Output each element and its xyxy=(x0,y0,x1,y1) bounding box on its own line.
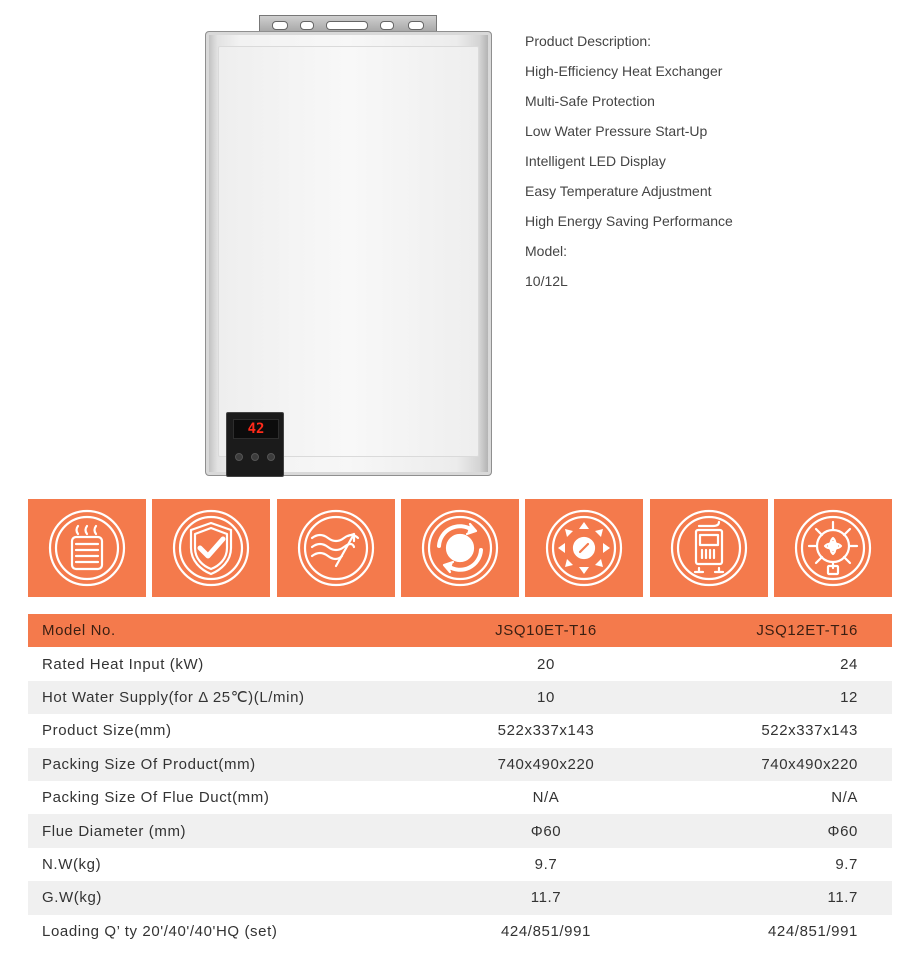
row-value: 9.7 xyxy=(650,848,892,881)
row-value: 9.7 xyxy=(442,848,650,881)
row-value: 424/851/991 xyxy=(442,915,650,948)
feature-tile xyxy=(277,499,395,597)
row-label: Loading Q’ ty 20'/40'/40'HQ (set) xyxy=(28,915,442,948)
table-row xyxy=(28,915,892,948)
feature-tile xyxy=(401,499,519,597)
row-value: 24 xyxy=(650,647,892,680)
heater-device-icon xyxy=(669,508,749,588)
feature-tile xyxy=(28,499,146,597)
table-row xyxy=(28,848,892,881)
feature-line: Intelligent LED Display xyxy=(525,153,666,169)
row-value: 11.7 xyxy=(650,881,892,914)
table-row xyxy=(28,714,892,747)
row-value: 740x490x220 xyxy=(650,748,892,781)
row-label: N.W(kg) xyxy=(28,848,442,881)
feature-tile xyxy=(525,499,643,597)
header-model-no: Model No. xyxy=(28,614,442,647)
led-display-reading: 42 xyxy=(233,419,279,439)
row-value: Φ60 xyxy=(650,814,892,847)
table-row xyxy=(28,748,892,781)
row-label: Packing Size Of Product(mm) xyxy=(28,748,442,781)
control-buttons xyxy=(235,453,275,461)
water-heater-body xyxy=(205,31,492,476)
row-label: Hot Water Supply(for Δ 25℃)(L/min) xyxy=(28,681,442,714)
row-label: Packing Size Of Flue Duct(mm) xyxy=(28,781,442,814)
energy-leaf-icon xyxy=(544,508,624,588)
row-value: Φ60 xyxy=(442,814,650,847)
feature-tile xyxy=(774,499,892,597)
table-row xyxy=(28,781,892,814)
model-value: 10/12L xyxy=(525,273,568,289)
row-value: 740x490x220 xyxy=(442,748,650,781)
table-row xyxy=(28,814,892,847)
table-row xyxy=(28,647,892,680)
row-label: Product Size(mm) xyxy=(28,714,442,747)
row-value: 11.7 xyxy=(442,881,650,914)
row-label: G.W(kg) xyxy=(28,881,442,914)
row-label: Flue Diameter (mm) xyxy=(28,814,442,847)
row-value: N/A xyxy=(650,781,892,814)
row-value: N/A xyxy=(442,781,650,814)
circulation-icon xyxy=(420,508,500,588)
model-heading: Model: xyxy=(525,243,568,259)
row-value: 12 xyxy=(650,681,892,714)
safety-shield-icon xyxy=(171,508,251,588)
feature-line: Multi-Safe Protection xyxy=(525,93,655,109)
table-header-row xyxy=(28,614,892,647)
row-value: 522x337x143 xyxy=(442,714,650,747)
header-model-10: JSQ10ET-T16 xyxy=(442,614,650,647)
row-value: 20 xyxy=(442,647,650,680)
feature-line: Easy Temperature Adjustment xyxy=(525,183,712,199)
description-heading: Product Description: xyxy=(525,33,652,49)
feature-line: High-Efficiency Heat Exchanger xyxy=(525,63,723,79)
feature-line: High Energy Saving Performance xyxy=(525,213,733,229)
row-value: 522x337x143 xyxy=(650,714,892,747)
row-value: 424/851/991 xyxy=(650,915,892,948)
feature-line: Low Water Pressure Start-Up xyxy=(525,123,708,139)
heat-exchanger-icon xyxy=(47,508,127,588)
feature-tile xyxy=(152,499,270,597)
power-gear-icon xyxy=(793,508,873,588)
table-row xyxy=(28,881,892,914)
row-value: 10 xyxy=(442,681,650,714)
table-row xyxy=(28,681,892,714)
product-description xyxy=(525,30,733,300)
water-flow-icon xyxy=(296,508,376,588)
feature-tile xyxy=(650,499,768,597)
header-model-12: JSQ12ET-T16 xyxy=(650,614,892,647)
spec-table xyxy=(28,614,892,948)
feature-icons-row xyxy=(28,499,892,597)
product-image xyxy=(205,15,492,475)
row-label: Rated Heat Input (kW) xyxy=(28,647,442,680)
led-control-panel xyxy=(226,412,284,477)
